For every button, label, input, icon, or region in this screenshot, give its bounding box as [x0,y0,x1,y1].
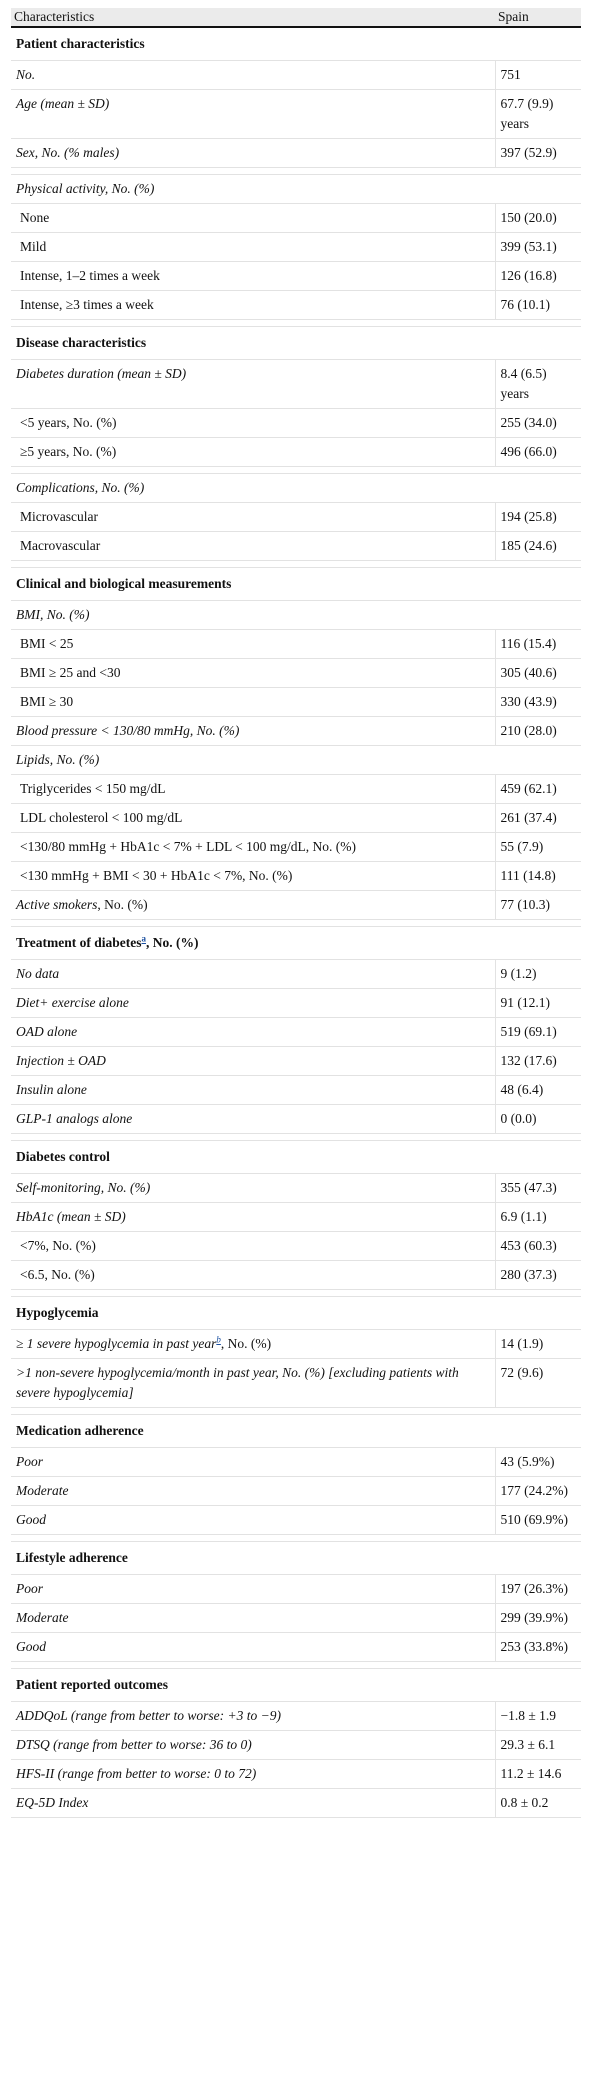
table-row [11,1018,581,1047]
row-label [11,717,495,746]
row-label [11,1731,495,1760]
table-row [11,262,581,291]
row-value: 399 (53.1) [495,233,581,262]
spacer-row [11,1662,581,1669]
row-label [11,1575,495,1604]
section-header-row [11,1415,581,1448]
row-label [11,1174,495,1203]
row-label-text: EQ-5D Index [16,1795,89,1810]
row-label-text: Age (mean ± SD) [16,96,110,111]
row-label [11,1760,495,1789]
table-row [11,291,581,320]
row-label-text: Insulin alone [16,1082,87,1097]
row-label-text: Complications, No. (%) [16,480,145,495]
row-label-suffix: , No. (%) [145,935,199,950]
row-value: 6.9 (1.1) [495,1203,581,1232]
row-value: 397 (52.9) [495,139,581,168]
row-label-text: Sex, No. (% males) [16,145,120,160]
subheader-label [11,601,581,630]
row-label-text: Diabetes duration (mean ± SD) [16,366,187,381]
row-label-text: Intense, ≥3 times a week [20,297,154,312]
table-row [11,775,581,804]
row-label-text: Good [16,1512,46,1527]
table-row [11,1076,581,1105]
spacer-row [11,561,581,568]
section-header-row [11,1669,581,1702]
row-label-text: LDL cholesterol < 100 mg/dL [20,810,183,825]
row-label-text: <130/80 mmHg + HbA1c < 7% + LDL < 100 mg/dL, No. (%) [20,839,357,854]
row-value: 519 (69.1) [495,1018,581,1047]
row-value: 29.3 ± 6.1 [495,1731,581,1760]
table-row [11,1477,581,1506]
spacer-cell [11,1535,581,1542]
row-value: 9 (1.2) [495,960,581,989]
table-row [11,61,581,90]
row-label-text: Patient reported outcomes [16,1677,168,1692]
row-value: 126 (16.8) [495,262,581,291]
row-label [11,204,495,233]
row-value: 11.2 ± 14.6 [495,1760,581,1789]
row-label-text: Medication adherence [16,1423,144,1438]
row-value: 48 (6.4) [495,1076,581,1105]
row-label [11,1359,495,1408]
table-row [11,1789,581,1818]
row-value: 76 (10.1) [495,291,581,320]
table-row [11,960,581,989]
spacer-row [11,320,581,327]
row-label [11,262,495,291]
row-label-text: BMI < 25 [20,636,74,651]
row-label-text: ≥5 years, No. (%) [20,444,117,459]
table-row [11,90,581,139]
row-label [11,1105,495,1134]
spacer-cell [11,561,581,568]
row-label [11,409,495,438]
table-row [11,360,581,409]
section-header-row [11,327,581,360]
spacer-cell [11,1662,581,1669]
row-label-text: No. [16,67,36,82]
row-label-text: Blood pressure < 130/80 mmHg, No. (%) [16,723,240,738]
section-header-row [11,1542,581,1575]
row-label [11,1018,495,1047]
row-label [11,989,495,1018]
row-value: 255 (34.0) [495,409,581,438]
spacer-row [11,920,581,927]
table-row [11,139,581,168]
table-row [11,1633,581,1662]
row-value: 355 (47.3) [495,1174,581,1203]
subheader-row [11,601,581,630]
row-label [11,1789,495,1818]
section-header-row [11,927,581,960]
row-label-text: None [20,210,50,225]
row-value: 453 (60.3) [495,1232,581,1261]
row-label-text: <130 mmHg + BMI < 30 + HbA1c < 7%, No. (%) [20,868,293,883]
section-header-row [11,568,581,601]
row-label-text: Good [16,1639,46,1654]
table-row [11,1448,581,1477]
row-label-text: Intense, 1–2 times a week [20,268,160,283]
row-label [11,1477,495,1506]
row-label [11,688,495,717]
row-value: 77 (10.3) [495,891,581,920]
table-row [11,1203,581,1232]
header-characteristics: Characteristics [11,8,495,27]
row-label-text: ≥ 1 severe hypoglycemia in past year [16,1336,217,1351]
row-value: 751 [495,61,581,90]
row-value: 72 (9.6) [495,1359,581,1408]
row-label-text: Clinical and biological measurements [16,576,232,591]
row-label-text: Diabetes control [16,1149,110,1164]
spacer-cell [11,920,581,927]
table-row [11,1604,581,1633]
row-label [11,659,495,688]
row-label [11,1232,495,1261]
row-label [11,1076,495,1105]
row-label [11,1702,495,1731]
section-title [11,1141,581,1174]
footnote-link[interactable]: b [216,1334,221,1345]
table-row [11,503,581,532]
row-label-text: Treatment of diabetes [16,935,142,950]
section-header-row [11,1141,581,1174]
row-value: −1.8 ± 1.9 [495,1702,581,1731]
row-label [11,960,495,989]
row-label-text: <5 years, No. (%) [20,415,117,430]
table-row [11,1731,581,1760]
row-label-text: Moderate [16,1610,69,1625]
row-value: 305 (40.6) [495,659,581,688]
section-title [11,1297,581,1330]
row-label [11,1047,495,1076]
table-row [11,833,581,862]
table-row [11,1702,581,1731]
row-label [11,833,495,862]
row-label-text: No data [16,966,60,981]
row-value: 14 (1.9) [495,1330,581,1359]
row-label-text: Hypoglycemia [16,1305,99,1320]
table-row [11,1232,581,1261]
row-label [11,438,495,467]
subheader-label [11,474,581,503]
table-row [11,1575,581,1604]
row-value: 43 (5.9%) [495,1448,581,1477]
table-row [11,1261,581,1290]
section-header-row [11,27,581,61]
subheader-label [11,175,581,204]
subheader-row [11,175,581,204]
row-label [11,630,495,659]
table-row [11,204,581,233]
row-value: 150 (20.0) [495,204,581,233]
subheader-row [11,746,581,775]
row-label-text: Patient characteristics [16,36,145,51]
row-label-text: HbA1c (mean ± SD) [16,1209,126,1224]
row-label-text: GLP-1 analogs alone [16,1111,133,1126]
row-value: 496 (66.0) [495,438,581,467]
row-value: 0.8 ± 0.2 [495,1789,581,1818]
row-value: 8.4 (6.5) years [495,360,581,409]
row-label-text: Lipids, No. (%) [16,752,100,767]
spacer-row [11,467,581,474]
table-row [11,233,581,262]
row-label-text: Lifestyle adherence [16,1550,128,1565]
row-value: 55 (7.9) [495,833,581,862]
row-label [11,291,495,320]
section-title [11,27,581,61]
row-label [11,532,495,561]
spacer-row [11,1535,581,1542]
row-label-text: HFS-II (range from better to worse: 0 to 72) [16,1766,257,1781]
table-row [11,1506,581,1535]
table-row [11,630,581,659]
spacer-row [11,1408,581,1415]
row-label [11,61,495,90]
table-row [11,438,581,467]
row-value: 177 (24.2%) [495,1477,581,1506]
table-body [11,8,581,1818]
row-label-text: OAD alone [16,1024,78,1039]
table-row [11,1047,581,1076]
row-label [11,1448,495,1477]
row-label-suffix: , No. (%) [220,1336,272,1351]
row-label-text: >1 non-severe hypoglycemia/month in past year, No. (%) [excluding patients with severe hypoglycemia] [16,1365,459,1400]
row-label-text: Macrovascular [20,538,101,553]
section-title [11,327,581,360]
row-label-text: Active smokers [16,897,98,912]
table-row [11,989,581,1018]
row-label [11,139,495,168]
table-row [11,532,581,561]
row-label-text: <6.5, No. (%) [20,1267,95,1282]
spacer-cell [11,467,581,474]
row-label-text: Diet+ exercise alone [16,995,129,1010]
table-row [11,1105,581,1134]
row-label-text: Moderate [16,1483,69,1498]
row-label [11,233,495,262]
row-label-text: BMI, No. (%) [16,607,90,622]
row-value: 185 (24.6) [495,532,581,561]
subheader-row [11,474,581,503]
section-header-row [11,1297,581,1330]
row-value: 510 (69.9%) [495,1506,581,1535]
row-label-text: Mild [20,239,47,254]
table-row [11,717,581,746]
spacer-cell [11,168,581,175]
spacer-row [11,168,581,175]
row-label-text: ADDQoL (range from better to worse: +3 to −9) [16,1708,281,1723]
table-row [11,804,581,833]
row-label [11,1506,495,1535]
section-title [11,1542,581,1575]
row-label [11,1633,495,1662]
table-row [11,1760,581,1789]
row-label [11,804,495,833]
table-row [11,1174,581,1203]
row-value: 197 (26.3%) [495,1575,581,1604]
row-label [11,1261,495,1290]
table-row [11,891,581,920]
section-title [11,1669,581,1702]
spacer-cell [11,1134,581,1141]
row-label [11,1203,495,1232]
section-title [11,927,581,960]
row-value: 459 (62.1) [495,775,581,804]
header-spain: Spain [495,8,581,27]
spacer-row [11,1290,581,1297]
row-label [11,891,495,920]
row-label-text: Poor [16,1454,43,1469]
row-label [11,503,495,532]
row-value: 299 (39.9%) [495,1604,581,1633]
row-label-text: Physical activity, No. (%) [16,181,155,196]
spacer-cell [11,1290,581,1297]
section-title [11,568,581,601]
row-label-text: Injection ± OAD [16,1053,106,1068]
row-value: 111 (14.8) [495,862,581,891]
row-label-text: Disease characteristics [16,335,147,350]
section-title [11,1415,581,1448]
row-value: 210 (28.0) [495,717,581,746]
row-value: 0 (0.0) [495,1105,581,1134]
row-value: 330 (43.9) [495,688,581,717]
table-row [11,659,581,688]
row-label-text: BMI ≥ 30 [20,694,74,709]
table-row [11,1330,581,1359]
subheader-label [11,746,581,775]
row-label-text: <7%, No. (%) [20,1238,96,1253]
row-value: 253 (33.8%) [495,1633,581,1662]
table-row [11,688,581,717]
row-label-text: DTSQ (range from better to worse: 36 to 0) [16,1737,252,1752]
row-label [11,862,495,891]
row-label [11,360,495,409]
table-row [11,409,581,438]
row-label-text: Self-monitoring, No. (%) [16,1180,151,1195]
footnote-link[interactable]: a [141,933,146,944]
spacer-cell [11,1408,581,1415]
row-value: 132 (17.6) [495,1047,581,1076]
table-row [11,1359,581,1408]
table-header-row [11,8,581,27]
row-value: 116 (15.4) [495,630,581,659]
row-value: 91 (12.1) [495,989,581,1018]
row-label-suffix: , No. (%) [97,897,148,912]
row-label [11,1330,495,1359]
row-value: 261 (37.4) [495,804,581,833]
row-label [11,1604,495,1633]
table-row [11,862,581,891]
row-label-text: Microvascular [20,509,98,524]
row-label-text: BMI ≥ 25 and <30 [20,665,121,680]
row-value: 67.7 (9.9) years [495,90,581,139]
spacer-cell [11,320,581,327]
characteristics-table [11,8,581,1818]
row-label-text: Triglycerides < 150 mg/dL [20,781,166,796]
row-label [11,90,495,139]
spacer-row [11,1134,581,1141]
row-value: 280 (37.3) [495,1261,581,1290]
row-value: 194 (25.8) [495,503,581,532]
row-label [11,775,495,804]
row-label-text: Poor [16,1581,43,1596]
